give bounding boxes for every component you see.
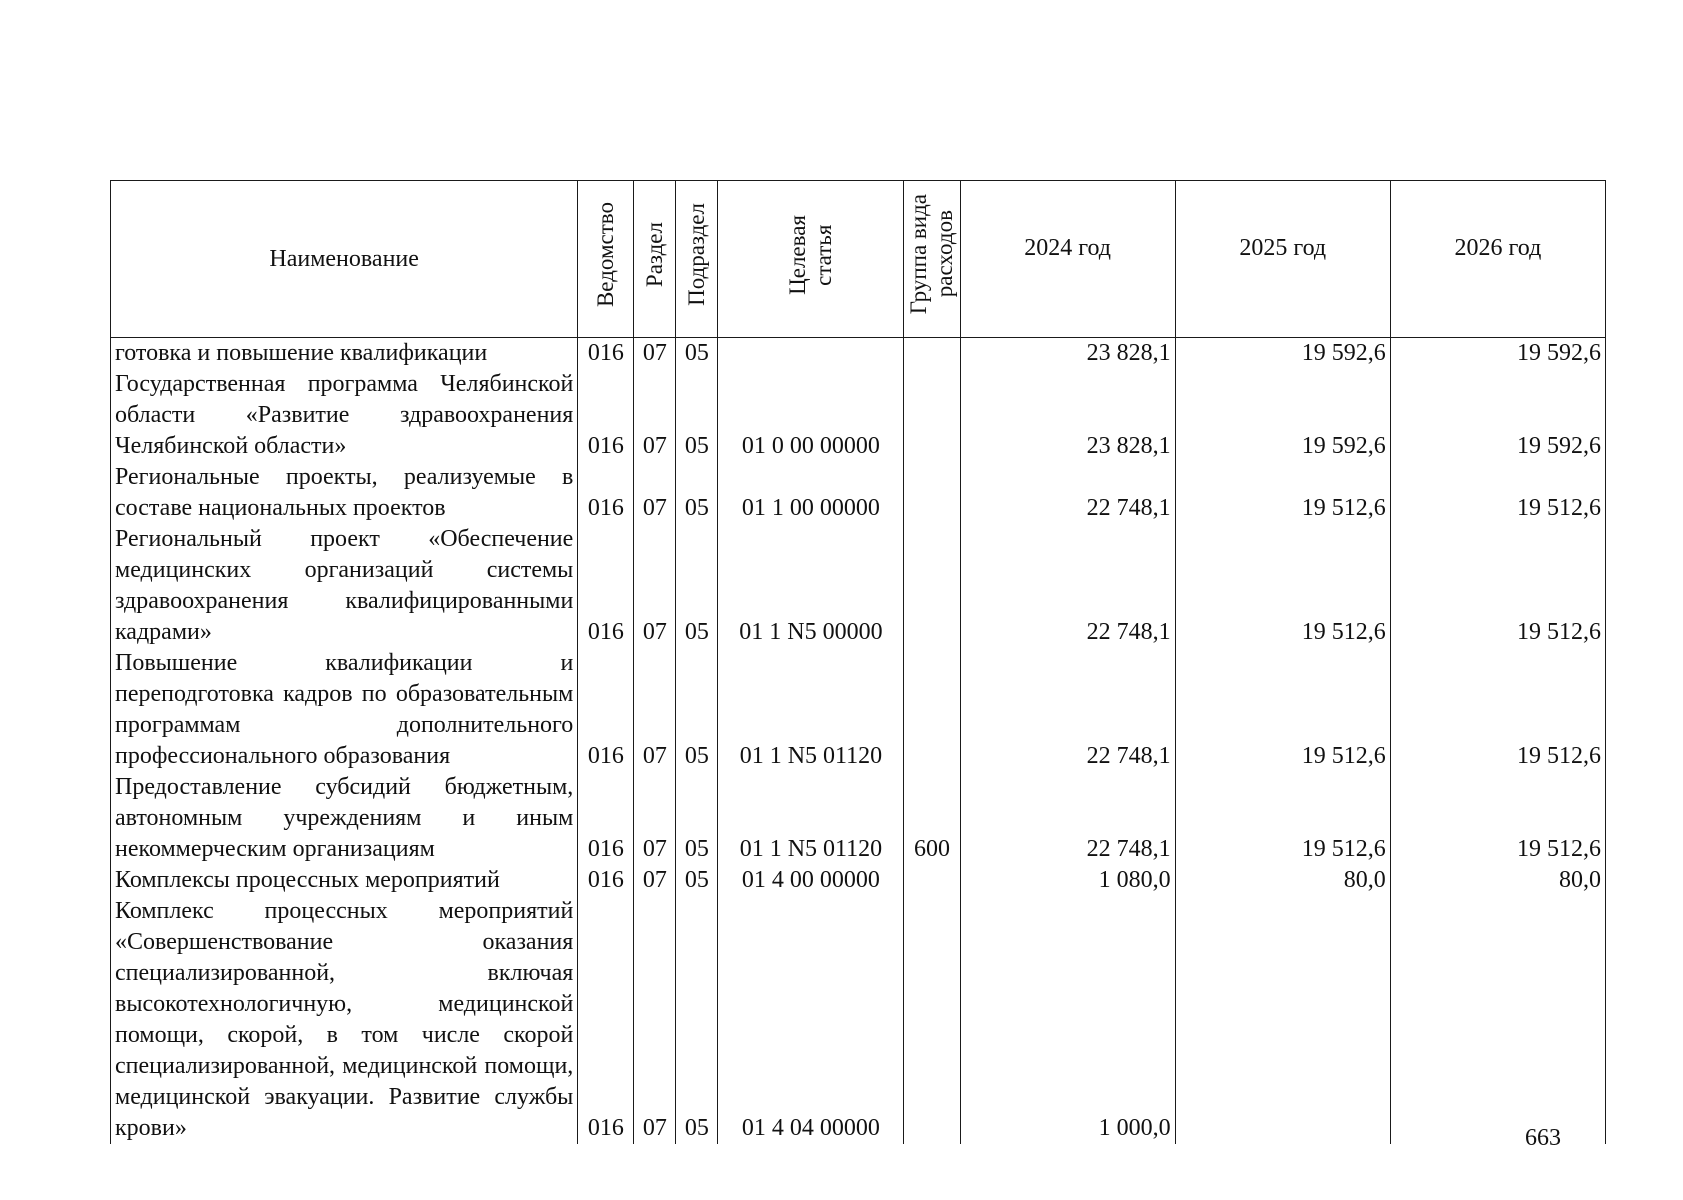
cell-2025: 19 512,6 xyxy=(1175,524,1390,648)
cell-name: Повышение квалификации и переподготовка кадров по образовательным программам дополнительного профессионального образования xyxy=(111,648,578,772)
cell-2025: 19 512,6 xyxy=(1175,648,1390,772)
cell-2026: 80,0 xyxy=(1390,865,1605,896)
header-subsection: Подраздел xyxy=(676,181,718,338)
cell-expense-group xyxy=(904,648,960,772)
cell-dept: 016 xyxy=(578,772,634,865)
cell-dept: 016 xyxy=(578,462,634,524)
cell-2024: 22 748,1 xyxy=(960,772,1175,865)
cell-expense-group xyxy=(904,896,960,1144)
cell-expense-group xyxy=(904,369,960,462)
cell-dept: 016 xyxy=(578,896,634,1144)
cell-2025: 80,0 xyxy=(1175,865,1390,896)
cell-2026 xyxy=(1390,896,1605,1144)
cell-section: 07 xyxy=(634,524,676,648)
table-row xyxy=(111,369,1606,462)
cell-2025: 19 592,6 xyxy=(1175,369,1390,462)
cell-name: Региональные проекты, реализуемые в составе национальных проектов xyxy=(111,462,578,524)
header-2026: 2026 год xyxy=(1390,181,1605,338)
cell-name: Комплекс процессных мероприятий «Совершенствование оказания специализированной, включая высокотехнологичную, медицинской помощи, скорой, в том числе скорой специализированной, медицинской помощи, медицинской эвакуации. Развитие службы крови» xyxy=(111,896,578,1144)
header-expense-group: Группа вида расходов xyxy=(904,181,960,338)
cell-section: 07 xyxy=(634,896,676,1144)
table-row xyxy=(111,896,1606,1144)
cell-2025: 19 512,6 xyxy=(1175,772,1390,865)
cell-2025: 19 512,6 xyxy=(1175,462,1390,524)
table-row xyxy=(111,772,1606,865)
budget-table xyxy=(110,180,1606,1144)
cell-dept: 016 xyxy=(578,338,634,370)
table-header-row xyxy=(111,181,1606,338)
cell-2026: 19 592,6 xyxy=(1390,338,1605,370)
cell-2024: 23 828,1 xyxy=(960,338,1175,370)
page-number: 663 xyxy=(1525,1125,1561,1151)
cell-2024: 23 828,1 xyxy=(960,369,1175,462)
cell-expense-group xyxy=(904,524,960,648)
table-body xyxy=(111,338,1606,1145)
cell-subsection: 05 xyxy=(676,462,718,524)
header-2025: 2025 год xyxy=(1175,181,1390,338)
cell-target: 01 1 N5 01120 xyxy=(718,772,904,865)
table-row xyxy=(111,524,1606,648)
cell-2026: 19 592,6 xyxy=(1390,369,1605,462)
cell-subsection: 05 xyxy=(676,338,718,370)
cell-target: 01 4 04 00000 xyxy=(718,896,904,1144)
cell-2024: 1 080,0 xyxy=(960,865,1175,896)
cell-section: 07 xyxy=(634,462,676,524)
header-dept: Ведомство xyxy=(578,181,634,338)
cell-target xyxy=(718,338,904,370)
cell-2025: 19 592,6 xyxy=(1175,338,1390,370)
cell-expense-group xyxy=(904,462,960,524)
cell-name: Региональный проект «Обеспечение медицинских организаций системы здравоохранения квалифицированными кадрами» xyxy=(111,524,578,648)
cell-name: Комплексы процессных мероприятий xyxy=(111,865,578,896)
cell-2024: 22 748,1 xyxy=(960,648,1175,772)
cell-section: 07 xyxy=(634,772,676,865)
header-section: Раздел xyxy=(634,181,676,338)
cell-subsection: 05 xyxy=(676,648,718,772)
cell-section: 07 xyxy=(634,865,676,896)
cell-subsection: 05 xyxy=(676,772,718,865)
cell-2026: 19 512,6 xyxy=(1390,648,1605,772)
header-target: Целевая статья xyxy=(718,181,904,338)
cell-name: готовка и повышение квалификации xyxy=(111,338,578,370)
cell-name: Предоставление субсидий бюджетным, автономным учреждениям и иным некоммерческим организациям xyxy=(111,772,578,865)
table-row xyxy=(111,648,1606,772)
cell-2025 xyxy=(1175,896,1390,1144)
cell-section: 07 xyxy=(634,338,676,370)
cell-expense-group xyxy=(904,865,960,896)
cell-section: 07 xyxy=(634,648,676,772)
cell-expense-group: 600 xyxy=(904,772,960,865)
cell-dept: 016 xyxy=(578,648,634,772)
cell-subsection: 05 xyxy=(676,524,718,648)
table-row xyxy=(111,338,1606,370)
cell-dept: 016 xyxy=(578,369,634,462)
cell-2024: 22 748,1 xyxy=(960,524,1175,648)
table-row xyxy=(111,865,1606,896)
cell-dept: 016 xyxy=(578,524,634,648)
cell-subsection: 05 xyxy=(676,865,718,896)
cell-2024: 1 000,0 xyxy=(960,896,1175,1144)
cell-2026: 19 512,6 xyxy=(1390,524,1605,648)
cell-2026: 19 512,6 xyxy=(1390,772,1605,865)
cell-subsection: 05 xyxy=(676,369,718,462)
cell-target: 01 1 N5 01120 xyxy=(718,648,904,772)
table-row xyxy=(111,462,1606,524)
header-name: Наименование xyxy=(111,181,578,338)
cell-target: 01 1 00 00000 xyxy=(718,462,904,524)
cell-target: 01 4 00 00000 xyxy=(718,865,904,896)
cell-target: 01 0 00 00000 xyxy=(718,369,904,462)
cell-subsection: 05 xyxy=(676,896,718,1144)
cell-2026: 19 512,6 xyxy=(1390,462,1605,524)
header-2024: 2024 год xyxy=(960,181,1175,338)
cell-dept: 016 xyxy=(578,865,634,896)
cell-name: Государственная программа Челябинской области «Развитие здравоохранения Челябинской области» xyxy=(111,369,578,462)
cell-expense-group xyxy=(904,338,960,370)
cell-section: 07 xyxy=(634,369,676,462)
cell-2024: 22 748,1 xyxy=(960,462,1175,524)
cell-target: 01 1 N5 00000 xyxy=(718,524,904,648)
